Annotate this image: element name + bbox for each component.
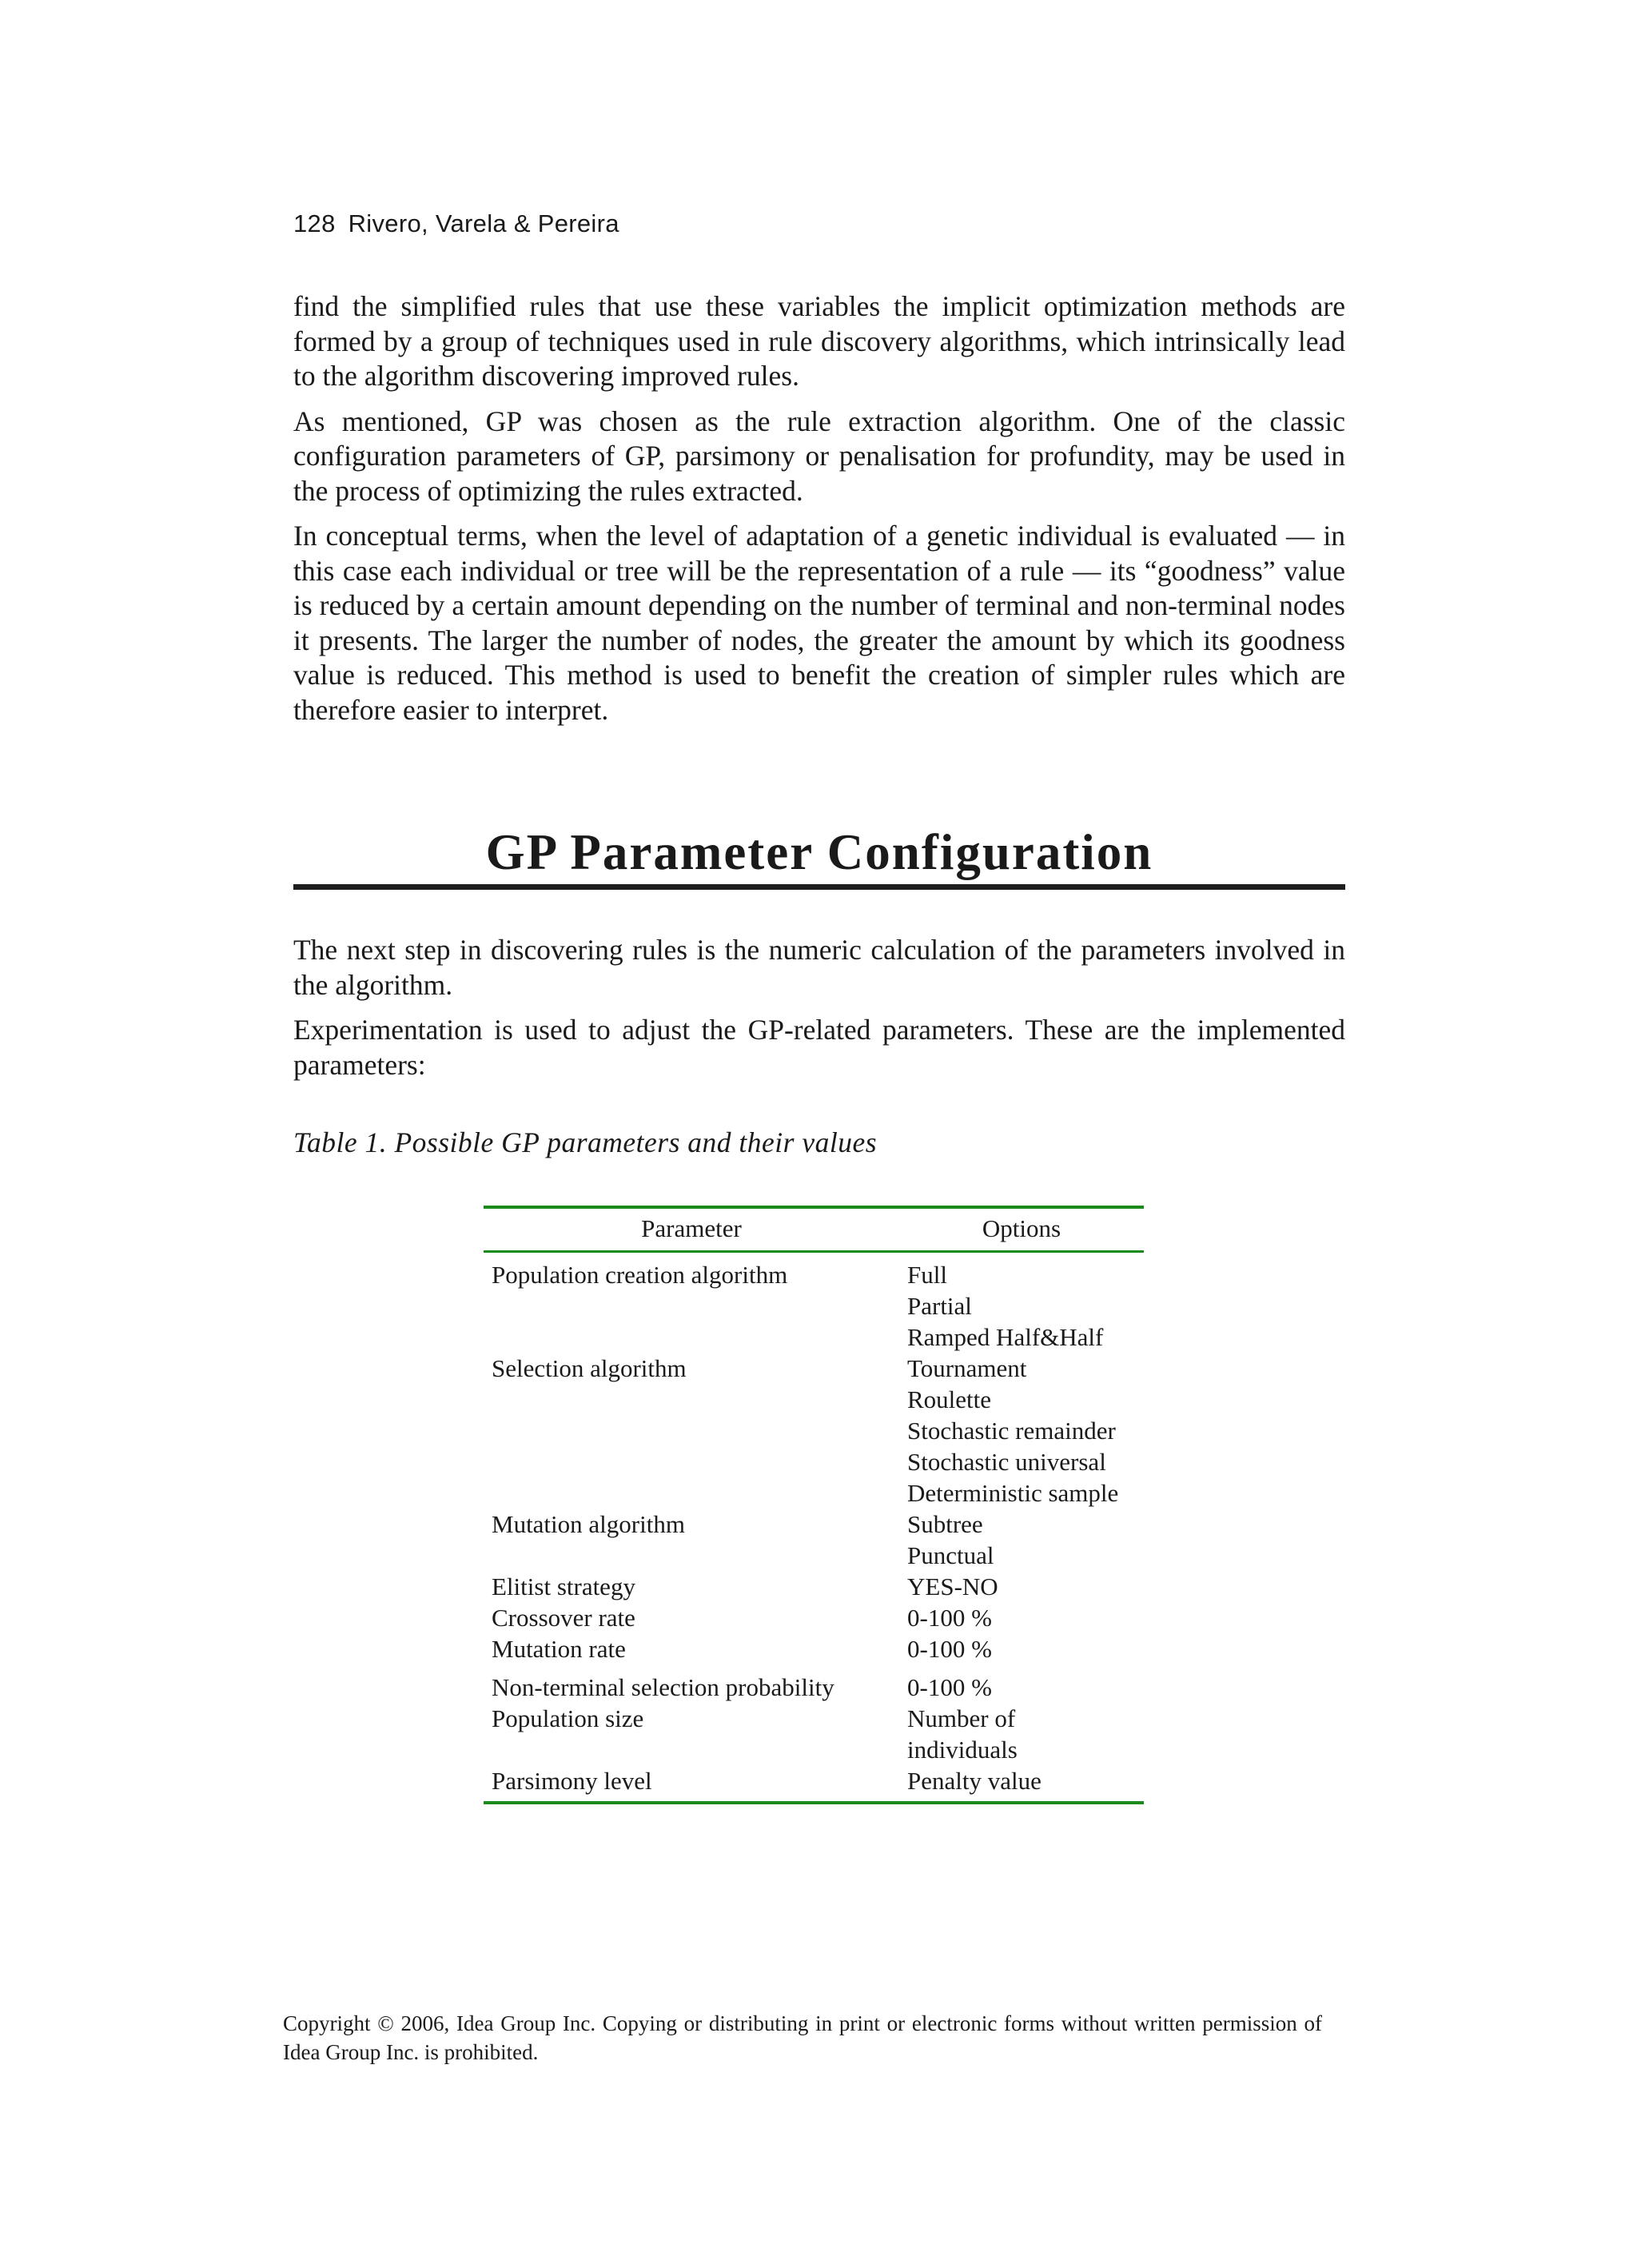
section-heading-rule — [293, 884, 1345, 890]
options-cell: Penalty value — [899, 1765, 1144, 1803]
table-row — [484, 1252, 1144, 1353]
copyright-notice: Copyright © 2006, Idea Group Inc. Copying or distributing in print or electronic forms without written permission of Idea Group Inc. is prohibited. — [283, 2011, 1322, 2064]
table-row — [484, 1633, 1144, 1664]
options-cell: YES-NO — [907, 1572, 998, 1600]
options-cell: 0-100 % — [907, 1604, 992, 1632]
table-header-row — [484, 1207, 1144, 1252]
column-header-parameter: Parameter — [484, 1207, 899, 1252]
parameter-cell: Mutation algorithm — [492, 1510, 685, 1538]
options-cell: Number of individuals — [907, 1704, 1018, 1764]
parameter-cell: Elitist strategy — [492, 1572, 635, 1600]
table-caption: Table 1. Possible GP parameters and their values — [293, 1126, 878, 1158]
options-cell: Tournament Roulette Stochastic remainder Stochastic universal Deterministic sample — [907, 1354, 1119, 1507]
table-row — [484, 1602, 1144, 1633]
paragraph: The next step in discovering rules is the numeric calculation of the parameters involved in the algorithm. — [293, 934, 1345, 1001]
table-row — [484, 1509, 1144, 1571]
paragraph: Experimentation is used to adjust the GP-related parameters. These are the implemented parameters: — [293, 1014, 1345, 1081]
parameter-cell: Crossover rate — [492, 1604, 635, 1632]
intro-text — [293, 289, 1345, 738]
table-row — [484, 1664, 1144, 1703]
section-text — [293, 933, 1345, 1093]
parameter-cell: Population size — [492, 1704, 644, 1732]
parameter-cell: Selection algorithm — [492, 1354, 687, 1382]
column-header-options: Options — [899, 1207, 1144, 1252]
parameter-cell: Parsimony level — [484, 1765, 899, 1803]
options-cell: Full Partial Ramped Half&Half — [907, 1261, 1104, 1351]
paragraph: find the simplified rules that use these variables the implicit optimization methods are formed by a group of techniques used in rule discovery algorithms, which intrinsically lead to the algorithm discovering improved rules. — [293, 290, 1345, 392]
section-heading: GP Parameter Configuration — [485, 824, 1153, 880]
parameter-cell: Mutation rate — [492, 1635, 626, 1663]
table-row — [484, 1703, 1144, 1765]
table-row — [484, 1353, 1144, 1509]
options-cell: 0-100 % — [907, 1673, 992, 1701]
paragraph: As mentioned, GP was chosen as the rule extraction algorithm. One of the classic configuration parameters of GP, parsimony or penalisation for profundity, may be used in the process of optimizing the rules extracted. — [293, 405, 1345, 507]
parameter-cell: Non-terminal selection probability — [492, 1673, 834, 1701]
running-header-authors: Rivero, Varela & Pereira — [348, 209, 619, 237]
parameters-table — [484, 1206, 1144, 1804]
options-cell: Subtree Punctual — [907, 1510, 994, 1569]
table-row — [484, 1571, 1144, 1602]
options-cell: 0-100 % — [907, 1635, 992, 1663]
parameter-cell: Population creation algorithm — [492, 1261, 788, 1289]
running-header — [293, 209, 619, 238]
paragraph: In conceptual terms, when the level of adaptation of a genetic individual is evaluated — in this case each individual or tree will be the representation of a rule — its “goodness” value is reduced by a certain amount depending on the number of terminal and non-terminal nodes it presents. The larger the number of nodes, the greater the amount by which its goodness value is reduced. This method is used to benefit the creation of simpler rules which are therefore easier to interpret. — [293, 520, 1345, 726]
table-row — [484, 1765, 1144, 1803]
page-number: 128 — [293, 209, 336, 237]
